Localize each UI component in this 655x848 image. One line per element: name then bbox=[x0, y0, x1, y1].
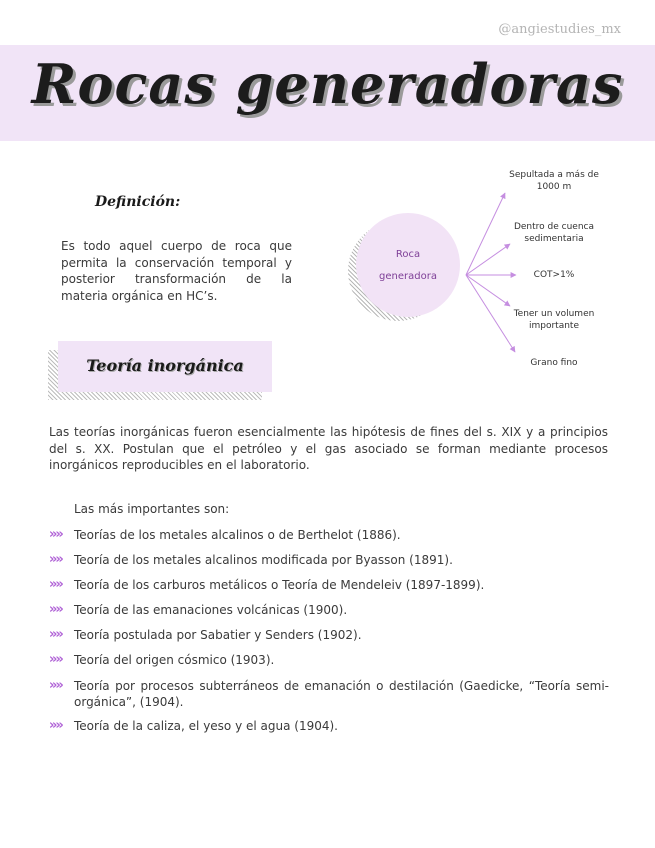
watermark: @angiestudies_mx bbox=[498, 22, 621, 37]
chevron-bullet-icon: »» bbox=[49, 627, 62, 642]
list-item bbox=[49, 718, 609, 734]
list-item-text: Teoría postulada por Sabatier y Senders (1902). bbox=[74, 628, 362, 642]
branch-1-line2: 1000 m bbox=[536, 182, 572, 192]
chevron-bullet-icon: »» bbox=[49, 527, 62, 542]
section-intro: Las teorías inorgánicas fueron esencialmente las hipótesis de fines del s. XIX y a principios del s. XX. Postulan que el petróleo y el gas asociado se forman mediante procesos inorgánicos reproducibles en el laboratorio. bbox=[49, 425, 608, 472]
list-item-text: Teoría de la caliza, el yeso y el agua (1904). bbox=[74, 719, 338, 733]
chevron-bullet-icon: »» bbox=[49, 552, 62, 567]
list-item bbox=[49, 627, 609, 643]
list-item-text: Teoría por procesos subterráneos de emanación o destilación (Gaedicke, “Teoría semi-orgánica”, (1904). bbox=[74, 679, 609, 709]
chevron-bullet-icon: »» bbox=[49, 678, 62, 693]
list-item-text: Teoría de los carburos metálicos o Teoría de Mendeleiv (1897-1899). bbox=[74, 578, 485, 592]
section-heading: Teoría inorgánica bbox=[86, 356, 244, 375]
branch-2-line2: sedimentaria bbox=[524, 234, 584, 244]
branch-1-line1: Sepultada a más de bbox=[509, 170, 599, 180]
branch-2 bbox=[500, 221, 608, 245]
chevron-bullet-icon: »» bbox=[49, 602, 62, 617]
list-item bbox=[49, 678, 609, 710]
list-item-text: Teoría de los metales alcalinos modificada por Byasson (1891). bbox=[74, 553, 453, 567]
list-item bbox=[49, 577, 609, 593]
definition-heading: Definición: bbox=[95, 194, 181, 210]
branch-3 bbox=[500, 269, 608, 281]
definition-text: Es todo aquel cuerpo de roca que permita la conservación temporal y posterior transformación de la materia orgánica en HC’s. bbox=[61, 239, 292, 303]
branch-5 bbox=[500, 357, 608, 369]
list-item-text: Teoría de las emanaciones volcánicas (1900). bbox=[74, 603, 348, 617]
list-item bbox=[49, 527, 609, 543]
list-item-text: Teoría del origen cósmico (1903). bbox=[74, 653, 275, 667]
branch-5-line1: Grano fino bbox=[530, 358, 578, 368]
list-item bbox=[49, 552, 609, 568]
branch-4 bbox=[500, 308, 608, 332]
list-item bbox=[49, 602, 609, 618]
circle-label-line1: Roca bbox=[395, 249, 421, 260]
chevron-bullet-icon: »» bbox=[49, 577, 62, 592]
chevron-bullet-icon: »» bbox=[49, 718, 62, 733]
list-item-text: Teorías de los metales alcalinos o de Berthelot (1886). bbox=[74, 528, 401, 542]
page-title: Rocas generadoras bbox=[31, 52, 624, 116]
branch-4-line2: importante bbox=[528, 321, 579, 331]
branch-3-line1: COT>1% bbox=[533, 270, 575, 280]
circle-label-line2: generadora bbox=[379, 271, 437, 282]
branch-2-line1: Dentro de cuenca bbox=[513, 222, 595, 232]
list-intro: Las más importantes son: bbox=[74, 502, 230, 516]
branch-4-line1: Tener un volumen bbox=[513, 309, 595, 319]
chevron-bullet-icon: »» bbox=[49, 652, 62, 667]
list-item bbox=[49, 652, 609, 668]
branch-1 bbox=[500, 169, 608, 193]
